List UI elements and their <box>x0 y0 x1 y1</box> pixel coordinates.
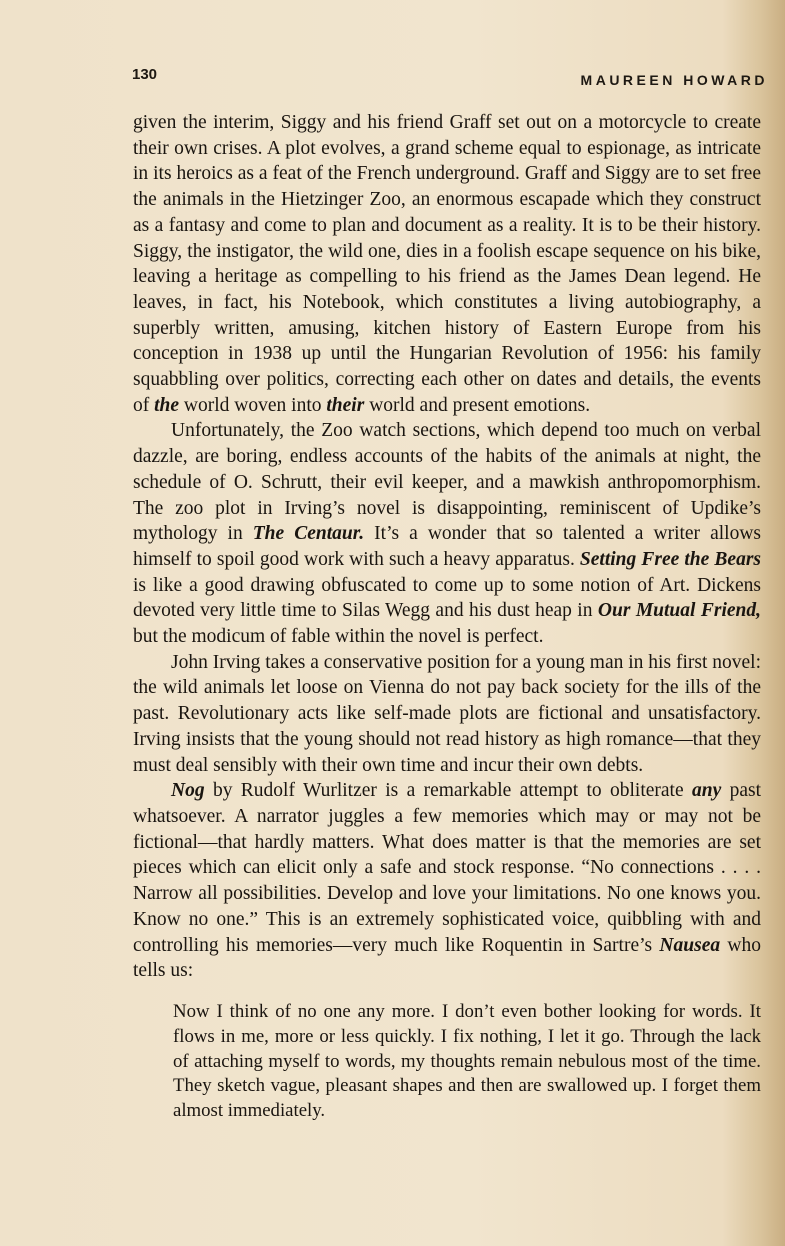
text-run: It’s a wonder that so talented a writer allows himself to spoil good work with such a heavy apparatus. <box>133 523 762 570</box>
italic-text: The Centaur. <box>252 523 365 545</box>
text-run: John Irving takes a conservative position for a young man in his first novel: the wild animals let loose on Vienna do not pay back society for the ills of the past. Revolutionary acts like self-made plots are fictional and unsatisfactory. Irving insists that the young should not read history as high romance—that they must deal sensibly with their own time and incur their own debts. <box>133 651 761 776</box>
text-run: world woven into <box>179 394 327 416</box>
text-run: by Rudolf Wurlitzer is a remarkable attempt to obliterate <box>204 780 692 802</box>
text-run: who tells us: <box>133 934 761 982</box>
italic-text: their <box>326 394 365 416</box>
page-number: 130 <box>132 66 158 83</box>
block-quote: Now I think of no one any more. I don’t even bother looking for words. It flows in me, more or less quickly. I fix nothing, I let it go. Through the lack of attaching myself to words, my thoughts remain nebulous most of the time. They sketch vague, pleasant shapes and then are swallowed up. I forget them almost immediately. <box>173 1000 761 1122</box>
italic-text: the <box>154 394 180 416</box>
paragraph <box>133 650 761 779</box>
text-run: is like a good drawing obfuscated to come up to some notion of Art. Dickens devoted very little time to Silas Wegg and his dust heap in <box>133 574 761 622</box>
italic-text: Nog <box>171 780 205 802</box>
italic-text: Our Mutual Friend, <box>597 600 761 622</box>
page-header <box>132 66 768 88</box>
paragraph <box>133 110 761 418</box>
italic-text: Setting Free the Bears <box>579 548 761 570</box>
text-run: Unfortunately, the Zoo watch sections, which depend too much on verbal dazzle, are boring, endless accounts of the habits of the animals at night, the schedule of O. Schrutt, their evil keeper, and a mawkish anthropomorphism. The zoo plot in Irving’s novel is disappointing, reminiscent of Updike’s mythology in <box>133 420 761 545</box>
paragraph <box>133 778 761 984</box>
running-head: MAUREEN HOWARD <box>580 72 768 88</box>
paragraph <box>133 418 761 649</box>
text-run: world and present emotions. <box>364 394 591 416</box>
text-run: past whatsoever. A narrator juggles a few memories which may or may not be fictional—that hardly matters. What does matter is that the memories are set pieces which can elicit only a safe and stock response. “No connections . . . . Narrow all possibilities. Develop and love your limitations. No one knows you. Know no one.” This is an extremely sophisticated voice, quibbling with and controlling his memories—very much like Roquentin in Sartre’s <box>133 780 761 956</box>
italic-text: Nausea <box>659 934 721 956</box>
italic-text: any <box>691 780 722 802</box>
text-run: given the interim, Siggy and his friend Graff set out on a motorcycle to create their own crises. A plot evolves, a grand scheme equal to espionage, as intricate in its heroics as a feat of the French underground. Graff and Siggy are to set free the animals in the Hietzinger Zoo, an enormous escapade which they construct as a fantasy and come to plan and document as a reality. It is to be their history. Siggy, the instigator, the wild one, dies in a foolish escape sequence on his bike, leaving a heritage as compelling to his friend as the James Dean legend. He leaves, in fact, his Notebook, which constitutes a living autobiography, a superbly written, amusing, kitchen history of Eastern Europe from his conception in 1938 up until the Hungarian Revolution of 1956: his family squabbling over politics, correcting each other on dates and details, the events of <box>133 112 761 416</box>
body-text <box>133 110 761 1124</box>
text-run: but the modicum of fable within the novel is perfect. <box>133 626 544 648</box>
